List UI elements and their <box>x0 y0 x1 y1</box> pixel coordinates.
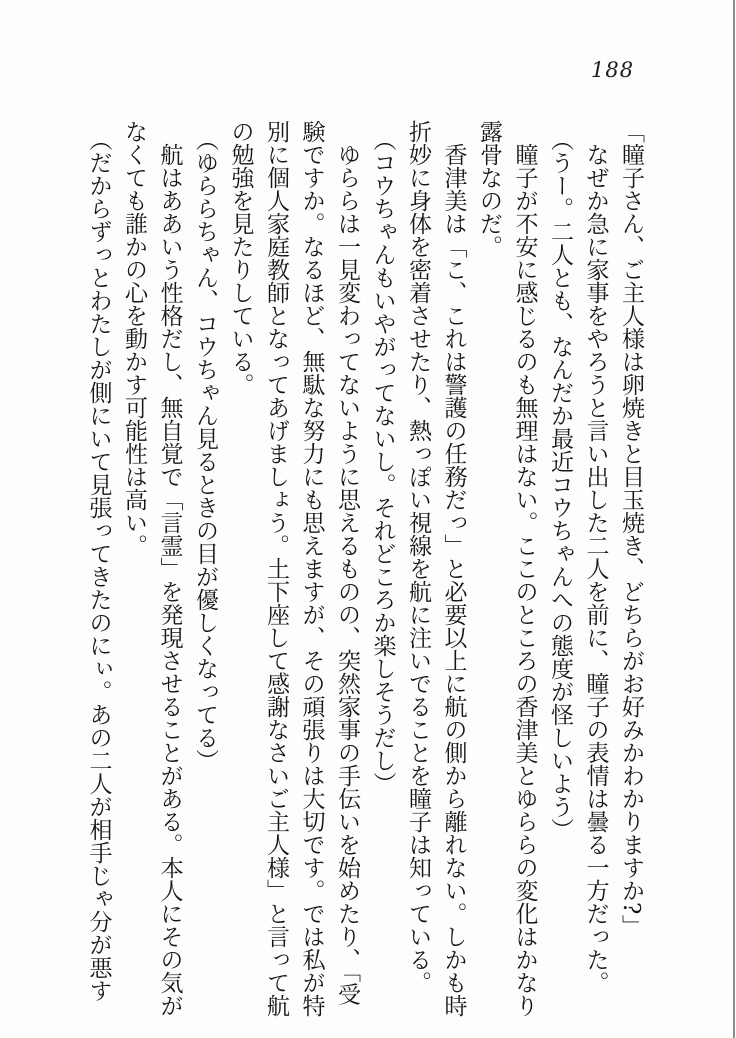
page-edge-line <box>733 0 735 1038</box>
page-number: 188 <box>591 58 635 82</box>
paragraph-thought-1: （うー。二人とも、なんだか最近コウちゃんへの態度が怪しいよう） <box>547 128 573 842</box>
paragraph-thought-2: （コウちゃんもいやがってないし。それどころか楽しそうだし） <box>369 128 396 796</box>
paragraph-narration-kazumi: 香津美は「こ、これは警護の任務だっ」と必要以上に航の側から離れない。しかも時折妙に身体を密着させたり、熱っぽい視線を航に注いでることを瞳子は知っている。 <box>405 120 467 1017</box>
paragraph-narration-kotodama: 航はああいう性格だし、無自覚で「言霊」を発現させることがある。本人にその気がなくても誰かの心を動かす可能性は高い。 <box>121 120 183 1017</box>
text-block <box>80 120 648 1018</box>
paragraph-narration-1: なぜか急に家事をやろうと言い出した二人を前に、瞳子の表情は曇る一方だった。 <box>582 143 609 994</box>
paragraph-thought-4: （だからずっとわたしが側にいて見張ってきたのにぃ。あの二人が相手じゃ分が悪す <box>85 128 112 1003</box>
paragraph-narration-yurara: ゆららは一見変わってないように思えるものの、突然家事の手伝いを始めたり、「受験ですか。なるほど、無駄な努力にも思えますが、その頑張りは大切です。では私が特別に個人家庭教師となってあげましょう。土下座して感謝なさいご主人様」と言って航の勉強を見たりしている。 <box>227 120 360 1017</box>
paragraph-dialogue-totsuko: 「瞳子さん、ご主人様は卵焼きと目玉焼き、どちらがお好みかわかりますか?」 <box>618 120 644 938</box>
paragraph-thought-3: （ゆららちゃん、コウちゃん見るときの目が優しくなってる） <box>192 128 218 773</box>
paragraph-narration-2: 瞳子が不安に感じるのも無理はない。ここのところの香津美とゆららの変化はかなり露骨なのだ。 <box>476 120 538 1017</box>
